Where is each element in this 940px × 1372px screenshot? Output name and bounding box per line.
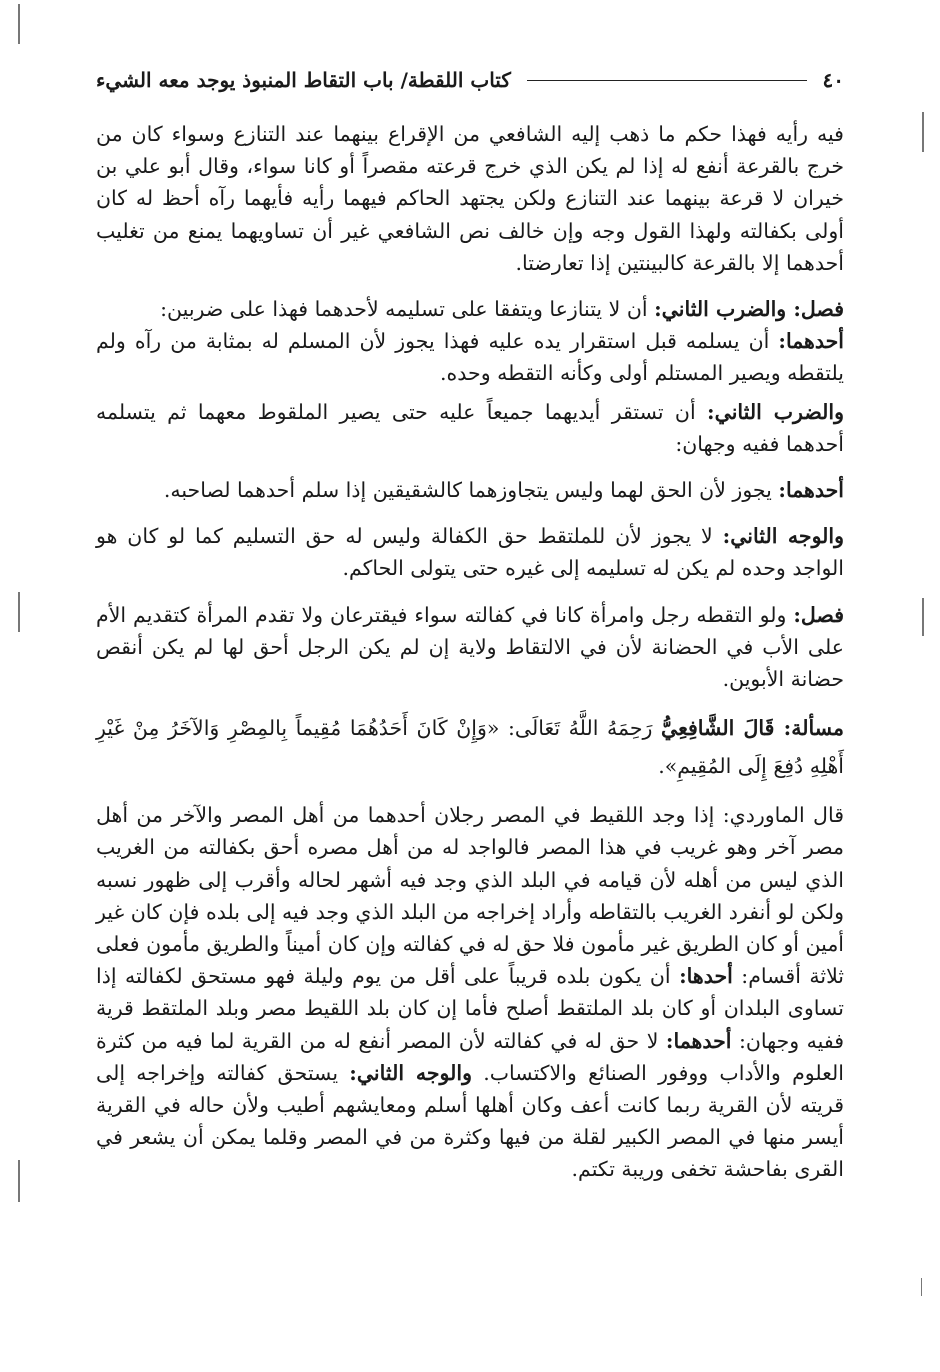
scan-edge-mark — [18, 1160, 20, 1202]
mawardi-ahaduha-heading: أحدها: — [679, 964, 733, 989]
mawardi-text-1: قال الماوردي: إذا وجد اللقيط في المصر رجلان أحدهما من أهل المصر والآخر من أهل مصر آخر وهو غريب في هذا المصر فالواجد له من أهل مصره أحق بكفالته من الغريب الذي ليس من أهله لأن قيامه في البلد الذي وجد فيه أشهر لحاله وأقرب إلى ظهور نسبه ولكن لو أنفرد الغريب بالتقاطه وأراد إخراجه من البلد الذي وجد فيه إلى بلده فإن كان غير أمين أو كان الطريق غير مأمون فلا حق له في كفالته وإن كان أميناً والطريق مأمون فعلى ثلاثة أقسام: — [96, 803, 845, 989]
scan-edge-mark — [922, 598, 924, 636]
darb-thani-heading: والضرب الثاني: — [707, 399, 844, 424]
mawardi-text-4: يستحق كفالته وإخراجه إلى قريته لأن القرية ربما كانت أعف وكان أهلها أسلم ومعايشهم أطيب ولأن حاله في القرية أيسر منها في المصر الكبير لقلة من فيها وكثرة من في المصر وقلما يمكن أن يشعر في القرى بفاحشة تخفى وريبة تكتم. — [96, 1060, 844, 1182]
paragraph-ahaduhuma — [96, 325, 844, 389]
paragraph-wajh-thani — [96, 520, 844, 584]
scan-edge-mark — [922, 112, 924, 152]
scan-edge-mark — [18, 592, 20, 632]
mawardi-ahaduhuma-heading: أحدهما: — [665, 1028, 732, 1053]
fasl-heading: فصل: والضرب الثاني: — [654, 297, 844, 322]
paragraph-fasl-mar-ah — [96, 599, 844, 696]
wajh-awwal-heading: أحدهما: — [778, 478, 844, 503]
mawardi-text-2: أن يكون بلده قريباً على أقل من يوم وليلة فهو مستحق لكفالته إذا تساوى البلدان أو كان بلد الملتقط أصلح فأما إن كان بلد اللقيط مصر وبلد الملتقط قرية ففيه وجهان: — [96, 964, 845, 1053]
scan-edge-mark — [18, 4, 20, 44]
body-text — [96, 118, 844, 1186]
scan-edge-mark — [921, 1278, 922, 1296]
wajh-thani-text: لا يجوز لأن للملتقط حق الكفالة وليس له حق التسليم كما لو كان هو الواجد وحده لم يكن له تسليمه إلى غيره حتى يتولى الحاكم. — [96, 524, 844, 581]
paragraph-mawardi — [96, 799, 844, 1185]
mawardi-text-3: لا حق له في كفالته لأن المصر أنفع له من القرية لما فيه من كثرة العلوم والأداب ووفور الصنائع والاكتساب. — [96, 1028, 844, 1085]
running-title: كتاب اللقطة/ باب التقاط المنبوذ يوجد معه الشيء — [96, 68, 511, 92]
darb-thani-text: أن تستقر أيديهما جميعاً عليه حتى يصير الملقوط معهما ثم يتسلمه أحدهما ففيه وجهان: — [96, 399, 844, 456]
fasl-text: أن لا يتنازعا ويتفقا على تسليمه لأحدهما فهذا على ضربين: — [160, 297, 655, 322]
fasl2-text: ولو التقطه رجل وامرأة كانا في كفالته سواء فيقترعان ولا تقدم المرأة كتقديم الأم على الأب في الحضانة لأن في الالتقاط ولاية إن لم يكن الرجل أحق لها لم يكن أنقص حضانة الأبوين. — [96, 602, 844, 692]
page-number: ٤٠ — [822, 68, 844, 92]
paragraph-fasl-darb-thani — [96, 293, 844, 325]
masala-heading: مسألة: قَالَ الشَّافِعِيُّ — [661, 716, 844, 741]
paragraph-qurah: فيه رأيه فهذا حكم ما ذهب إليه الشافعي من الإقراع بينهما عند التنازع وسواء كان من خرج بالقرعة أنفع له إذا لم يكن الذي خرج قرعته مقصراً أو كانا سواء، وقال أبو علي بن خيران لا قرعة بينهما عند التنازع ولكن يجتهد الحاكم فيهما رأيه فأيهما رآه أحظ له كان أولى بكفالته ولهذا القول وجه وإن خالف نص الشافعي غير أن تساويهما يمنع من تغليب أحدهما إلا بالقرعة كالبينتين إذا تعارضتا. — [96, 122, 844, 275]
ahaduhuma-heading: أحدهما: — [778, 329, 844, 354]
ahaduhuma-text: أن يسلمه قبل استقرار يده عليه فهذا يجوز لأن المسلم له بمثابة من رآه ولم يلتقطه ويصير المستلم أولى وكأنه التقطه وحده. — [96, 329, 844, 386]
masala-text: رَحِمَهُ اللَّهُ تَعَالَى: «وَإِنْ كَانَ أَحَدُهُمَا مُقِيماً بِالمِصْرِ وَالآخَرُ مِنْ غَيْرِ أَهْلِهِ دُفِعَ إِلَى المُقِيمِ». — [96, 716, 844, 779]
paragraph-wajh-awwal — [96, 474, 844, 506]
book-page — [96, 60, 844, 1360]
running-header — [96, 60, 844, 100]
wajh-thani-heading: والوجه الثاني: — [722, 524, 845, 549]
paragraph-masala — [96, 709, 844, 785]
header-rule — [527, 80, 807, 81]
paragraph-darb-thani — [96, 396, 844, 460]
mawardi-wajh-thani-heading: والوجه الثاني: — [349, 1060, 472, 1085]
fasl2-heading: فصل: — [793, 602, 844, 627]
wajh-awwal-text: يجوز لأن الحق لهما وليس يتجاوزهما كالشقيقين إذا سلم أحدهما لصاحبه. — [163, 478, 779, 503]
